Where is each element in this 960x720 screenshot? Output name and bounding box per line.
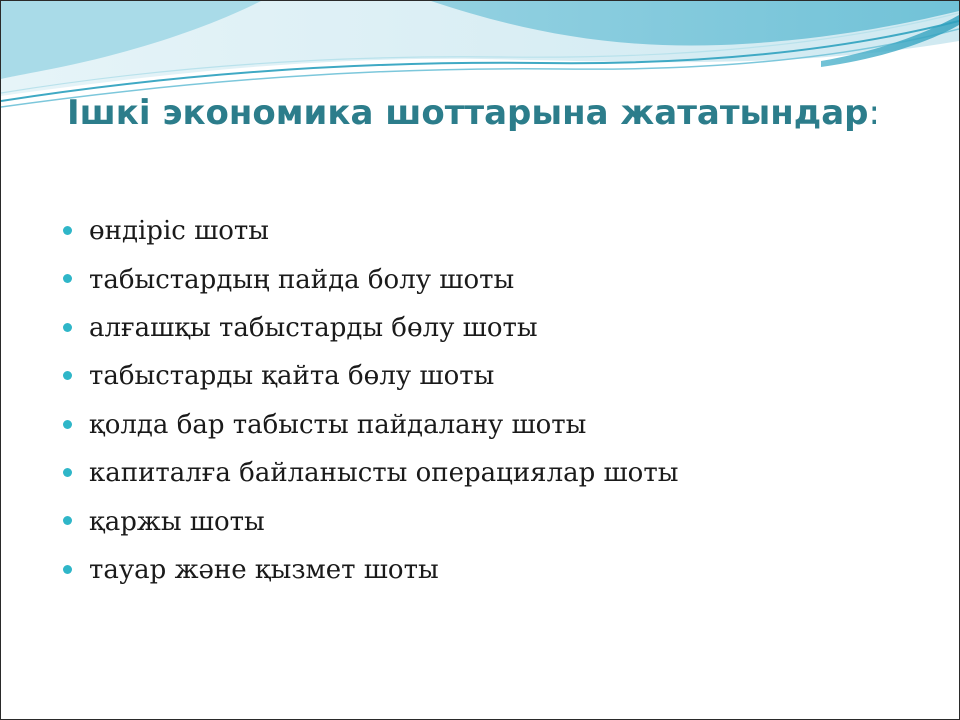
bullet-dot-icon bbox=[63, 226, 72, 235]
slide-title bbox=[67, 89, 880, 137]
bullet-dot-icon bbox=[63, 274, 72, 283]
bullet-item bbox=[63, 356, 678, 404]
bullet-text: өндіріс шоты bbox=[89, 216, 269, 247]
slide-title-colon: : bbox=[868, 93, 880, 133]
bullet-text: қаржы шоты bbox=[89, 506, 265, 537]
bullet-dot-icon bbox=[63, 516, 72, 525]
bullet-text: қолда бар табысты пайдалану шоты bbox=[89, 409, 587, 440]
bullet-dot-icon bbox=[63, 468, 72, 477]
bullet-item bbox=[63, 211, 678, 259]
bullet-dot-icon bbox=[63, 420, 72, 429]
bullet-text: капиталға байланысты операциялар шоты bbox=[89, 458, 679, 489]
bullet-item bbox=[63, 308, 678, 356]
bullet-dot-icon bbox=[63, 323, 72, 332]
bullet-item bbox=[63, 259, 678, 307]
bullet-item bbox=[63, 501, 678, 549]
bullet-text: алғашқы табыстарды бөлу шоты bbox=[89, 312, 538, 343]
bullet-item bbox=[63, 453, 678, 501]
bullet-text: табыстарды қайта бөлу шоты bbox=[89, 361, 495, 392]
bullet-dot-icon bbox=[63, 565, 72, 574]
bullet-item bbox=[63, 550, 678, 598]
bullet-text: табыстардың пайда болу шоты bbox=[89, 264, 515, 295]
bullet-text: тауар және қызмет шоты bbox=[89, 554, 439, 585]
slide-title-text: Ішкі экономика шоттарына жататындар bbox=[67, 93, 869, 133]
bullet-dot-icon bbox=[63, 371, 72, 380]
bullet-item bbox=[63, 405, 678, 453]
bullet-list bbox=[63, 211, 678, 598]
